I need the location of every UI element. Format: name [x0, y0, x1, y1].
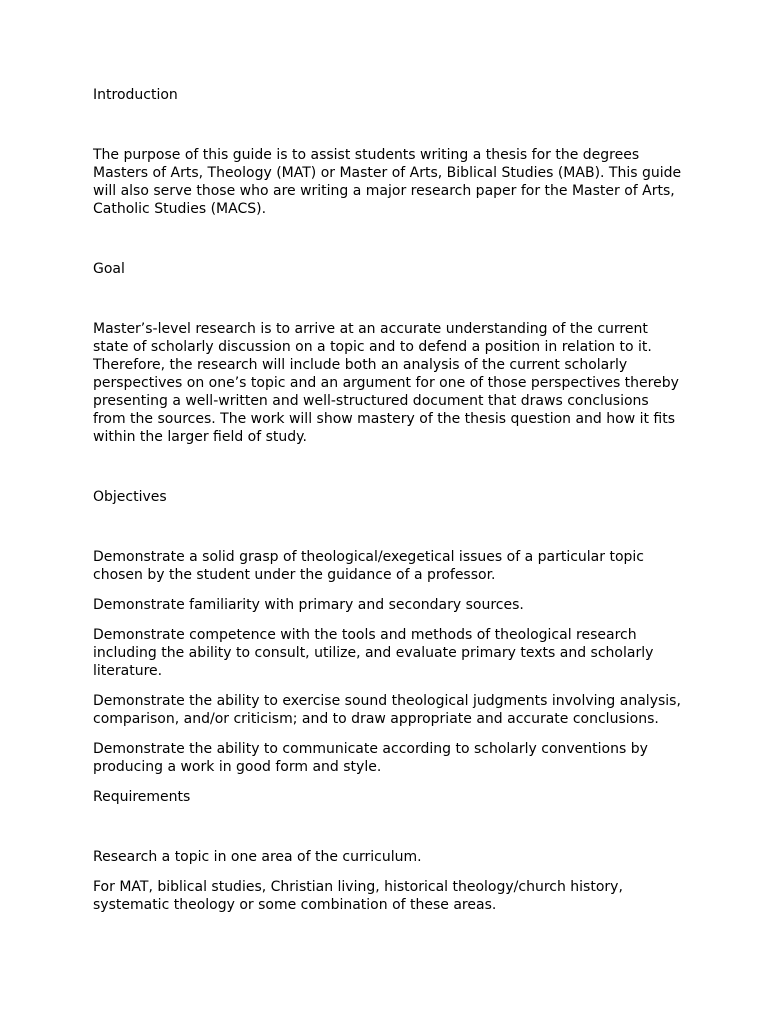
objective-item: Demonstrate a solid grasp of theological/exegetical issues of a particular topic chosen by the student under the guidance of a professor.	[93, 549, 644, 583]
introduction-paragraph: The purpose of this guide is to assist students writing a thesis for the degrees Masters of Arts, Theology (MAT) or Master of Arts, Biblical Studies (MAB). This guide will also serve those who are writing a major research paper for the Master of Arts, Catholic Studies (MACS).	[93, 147, 682, 217]
objectives-heading: Objectives	[93, 489, 167, 505]
objective-item: Demonstrate the ability to communicate according to scholarly conventions by producing a work in good form and style.	[93, 741, 648, 775]
requirements-heading: Requirements	[93, 789, 191, 805]
objective-item: Demonstrate familiarity with primary and secondary sources.	[93, 597, 524, 613]
introduction-heading: Introduction	[93, 87, 178, 103]
objective-item: Demonstrate competence with the tools and methods of theological research including the ability to consult, utilize, and evaluate primary texts and scholarly literature.	[93, 627, 654, 679]
requirement-item: Research a topic in one area of the curriculum.	[93, 849, 422, 865]
objective-item: Demonstrate the ability to exercise sound theological judgments involving analysis, comparison, and/or criticism; and to draw appropriate and accurate conclusions.	[93, 693, 681, 727]
goal-paragraph: Master’s-level research is to arrive at an accurate understanding of the current state of scholarly discussion on a topic and to defend a position in relation to it. Therefore, the research will include both an analysis of the current scholarly perspectives on one’s topic and an argument for one of those perspectives thereby presenting a well-written and well-structured document that draws conclusions from the sources. The work will show mastery of the thesis question and how it fits within the larger field of study.	[93, 321, 679, 445]
goal-heading: Goal	[93, 261, 125, 277]
document-page	[93, 86, 683, 914]
requirement-item: For MAT, biblical studies, Christian living, historical theology/church history, systematic theology or some combination of these areas.	[93, 879, 623, 913]
